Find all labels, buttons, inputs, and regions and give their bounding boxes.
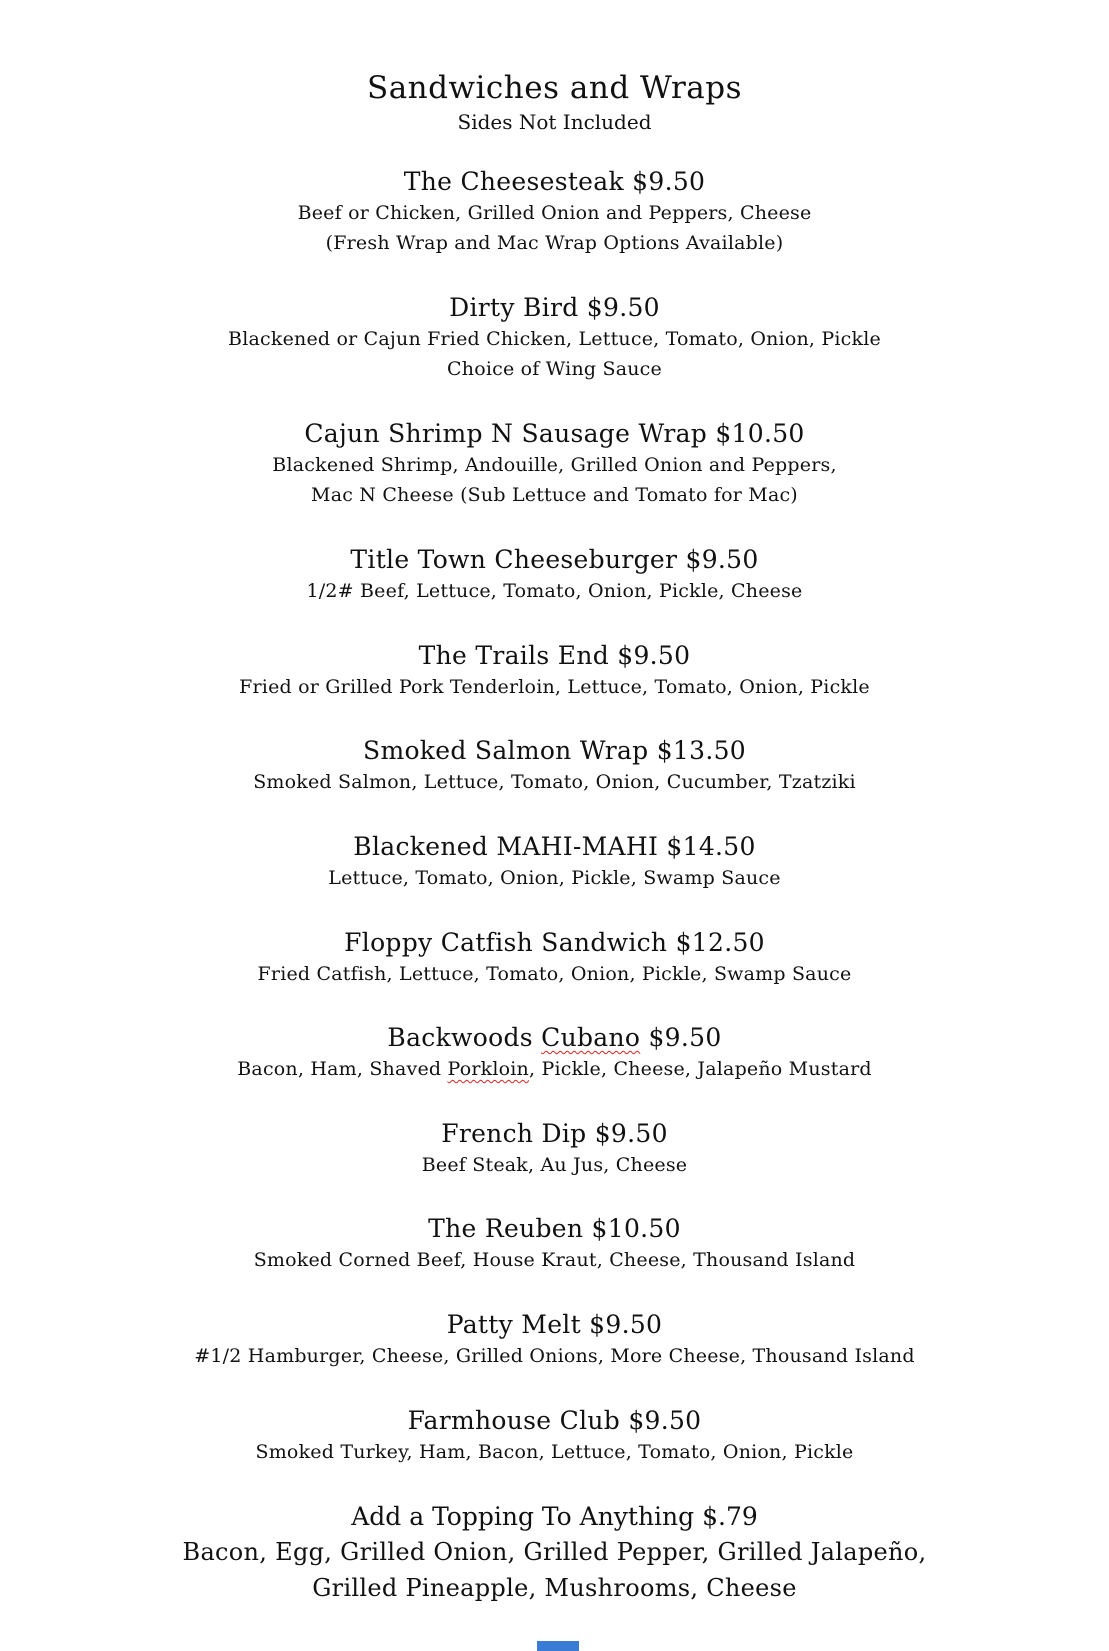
menu-item-french-dip <box>0 1118 1109 1180</box>
item-name <box>0 1022 1109 1054</box>
menu-item-smoked-salmon <box>0 735 1109 797</box>
item-name: The Cheesesteak $9.50 <box>403 167 706 196</box>
menu-item-reuben <box>0 1213 1109 1275</box>
topping-title: Add a Topping To Anything $.79 <box>351 1502 758 1531</box>
item-desc-line: (Fresh Wrap and Mac Wrap Options Available) <box>325 232 784 254</box>
item-desc-line: Fried Catfish, Lettuce, Tomato, Onion, Pickle, Swamp Sauce <box>257 963 852 985</box>
menu-item-mahi-mahi <box>0 831 1109 893</box>
item-name: The Reuben $10.50 <box>428 1214 681 1243</box>
menu-item-floppy-catfish <box>0 927 1109 989</box>
item-desc-line: Smoked Salmon, Lettuce, Tomato, Onion, Cucumber, Tzatziki <box>253 771 856 793</box>
item-desc-line: #1/2 Hamburger, Cheese, Grilled Onions, More Cheese, Thousand Island <box>194 1345 915 1367</box>
item-desc-line: Blackened Shrimp, Andouille, Grilled Onion and Peppers, <box>272 454 837 476</box>
item-desc-line: Smoked Turkey, Ham, Bacon, Lettuce, Tomato, Onion, Pickle <box>255 1441 854 1463</box>
menu-item-dirty-bird <box>0 292 1109 384</box>
item-desc-line: Mac N Cheese (Sub Lettuce and Tomato for Mac) <box>311 484 798 506</box>
item-name: Cajun Shrimp N Sausage Wrap $10.50 <box>304 419 805 448</box>
item-name: Floppy Catfish Sandwich $12.50 <box>344 928 765 957</box>
menu-item-cheesesteak <box>0 166 1109 258</box>
spellcheck-word: Cubano <box>541 1023 641 1052</box>
page-indicator-tab[interactable] <box>537 1641 579 1651</box>
item-name: French Dip $9.50 <box>441 1119 668 1148</box>
item-name: The Trails End $9.50 <box>418 641 691 670</box>
item-desc-line: Choice of Wing Sauce <box>447 358 662 380</box>
item-name: Title Town Cheeseburger $9.50 <box>350 545 759 574</box>
item-desc-line: Beef Steak, Au Jus, Cheese <box>421 1154 688 1176</box>
topping-desc-line: Bacon, Egg, Grilled Onion, Grilled Pepper, Grilled Jalapeño, <box>182 1538 927 1566</box>
item-name: Patty Melt $9.50 <box>446 1310 663 1339</box>
item-name: Smoked Salmon Wrap $13.50 <box>363 736 746 765</box>
menu-item-backwoods-cubano <box>0 1022 1109 1084</box>
item-desc-line: Blackened or Cajun Fried Chicken, Lettuce, Tomato, Onion, Pickle <box>228 328 881 350</box>
item-desc-part: Bacon, Ham, Shaved <box>237 1058 448 1080</box>
menu-item-title-town <box>0 544 1109 606</box>
spellcheck-word: Porkloin <box>447 1058 529 1080</box>
item-name: Dirty Bird $9.50 <box>449 293 660 322</box>
menu-item-trails-end <box>0 640 1109 702</box>
item-name: Farmhouse Club $9.50 <box>407 1406 702 1435</box>
item-desc-line: Smoked Corned Beef, House Kraut, Cheese, Thousand Island <box>253 1249 856 1271</box>
item-desc-line: Beef or Chicken, Grilled Onion and Peppers, Cheese <box>297 202 812 224</box>
menu-item-farmhouse-club <box>0 1405 1109 1467</box>
menu-topping-section <box>0 1500 1109 1606</box>
item-name-part: Backwoods <box>387 1023 542 1052</box>
item-name: Blackened MAHI-MAHI $14.50 <box>353 832 756 861</box>
item-name-part: $9.50 <box>640 1023 722 1052</box>
menu-item-patty-melt <box>0 1309 1109 1371</box>
menu-title: Sandwiches and Wraps <box>366 70 743 106</box>
item-desc-line: Fried or Grilled Pork Tenderloin, Lettuce, Tomato, Onion, Pickle <box>239 676 870 698</box>
menu-subtitle: Sides Not Included <box>457 110 652 134</box>
item-desc-part: , Pickle, Cheese, Jalapeño Mustard <box>528 1058 872 1080</box>
menu-item-cajun-shrimp <box>0 418 1109 510</box>
item-desc-line: 1/2# Beef, Lettuce, Tomato, Onion, Pickle, Cheese <box>306 580 803 602</box>
item-desc-line: Lettuce, Tomato, Onion, Pickle, Swamp Sauce <box>328 867 781 889</box>
topping-desc-line: Grilled Pineapple, Mushrooms, Cheese <box>312 1574 797 1602</box>
item-desc-line <box>0 1054 1109 1084</box>
